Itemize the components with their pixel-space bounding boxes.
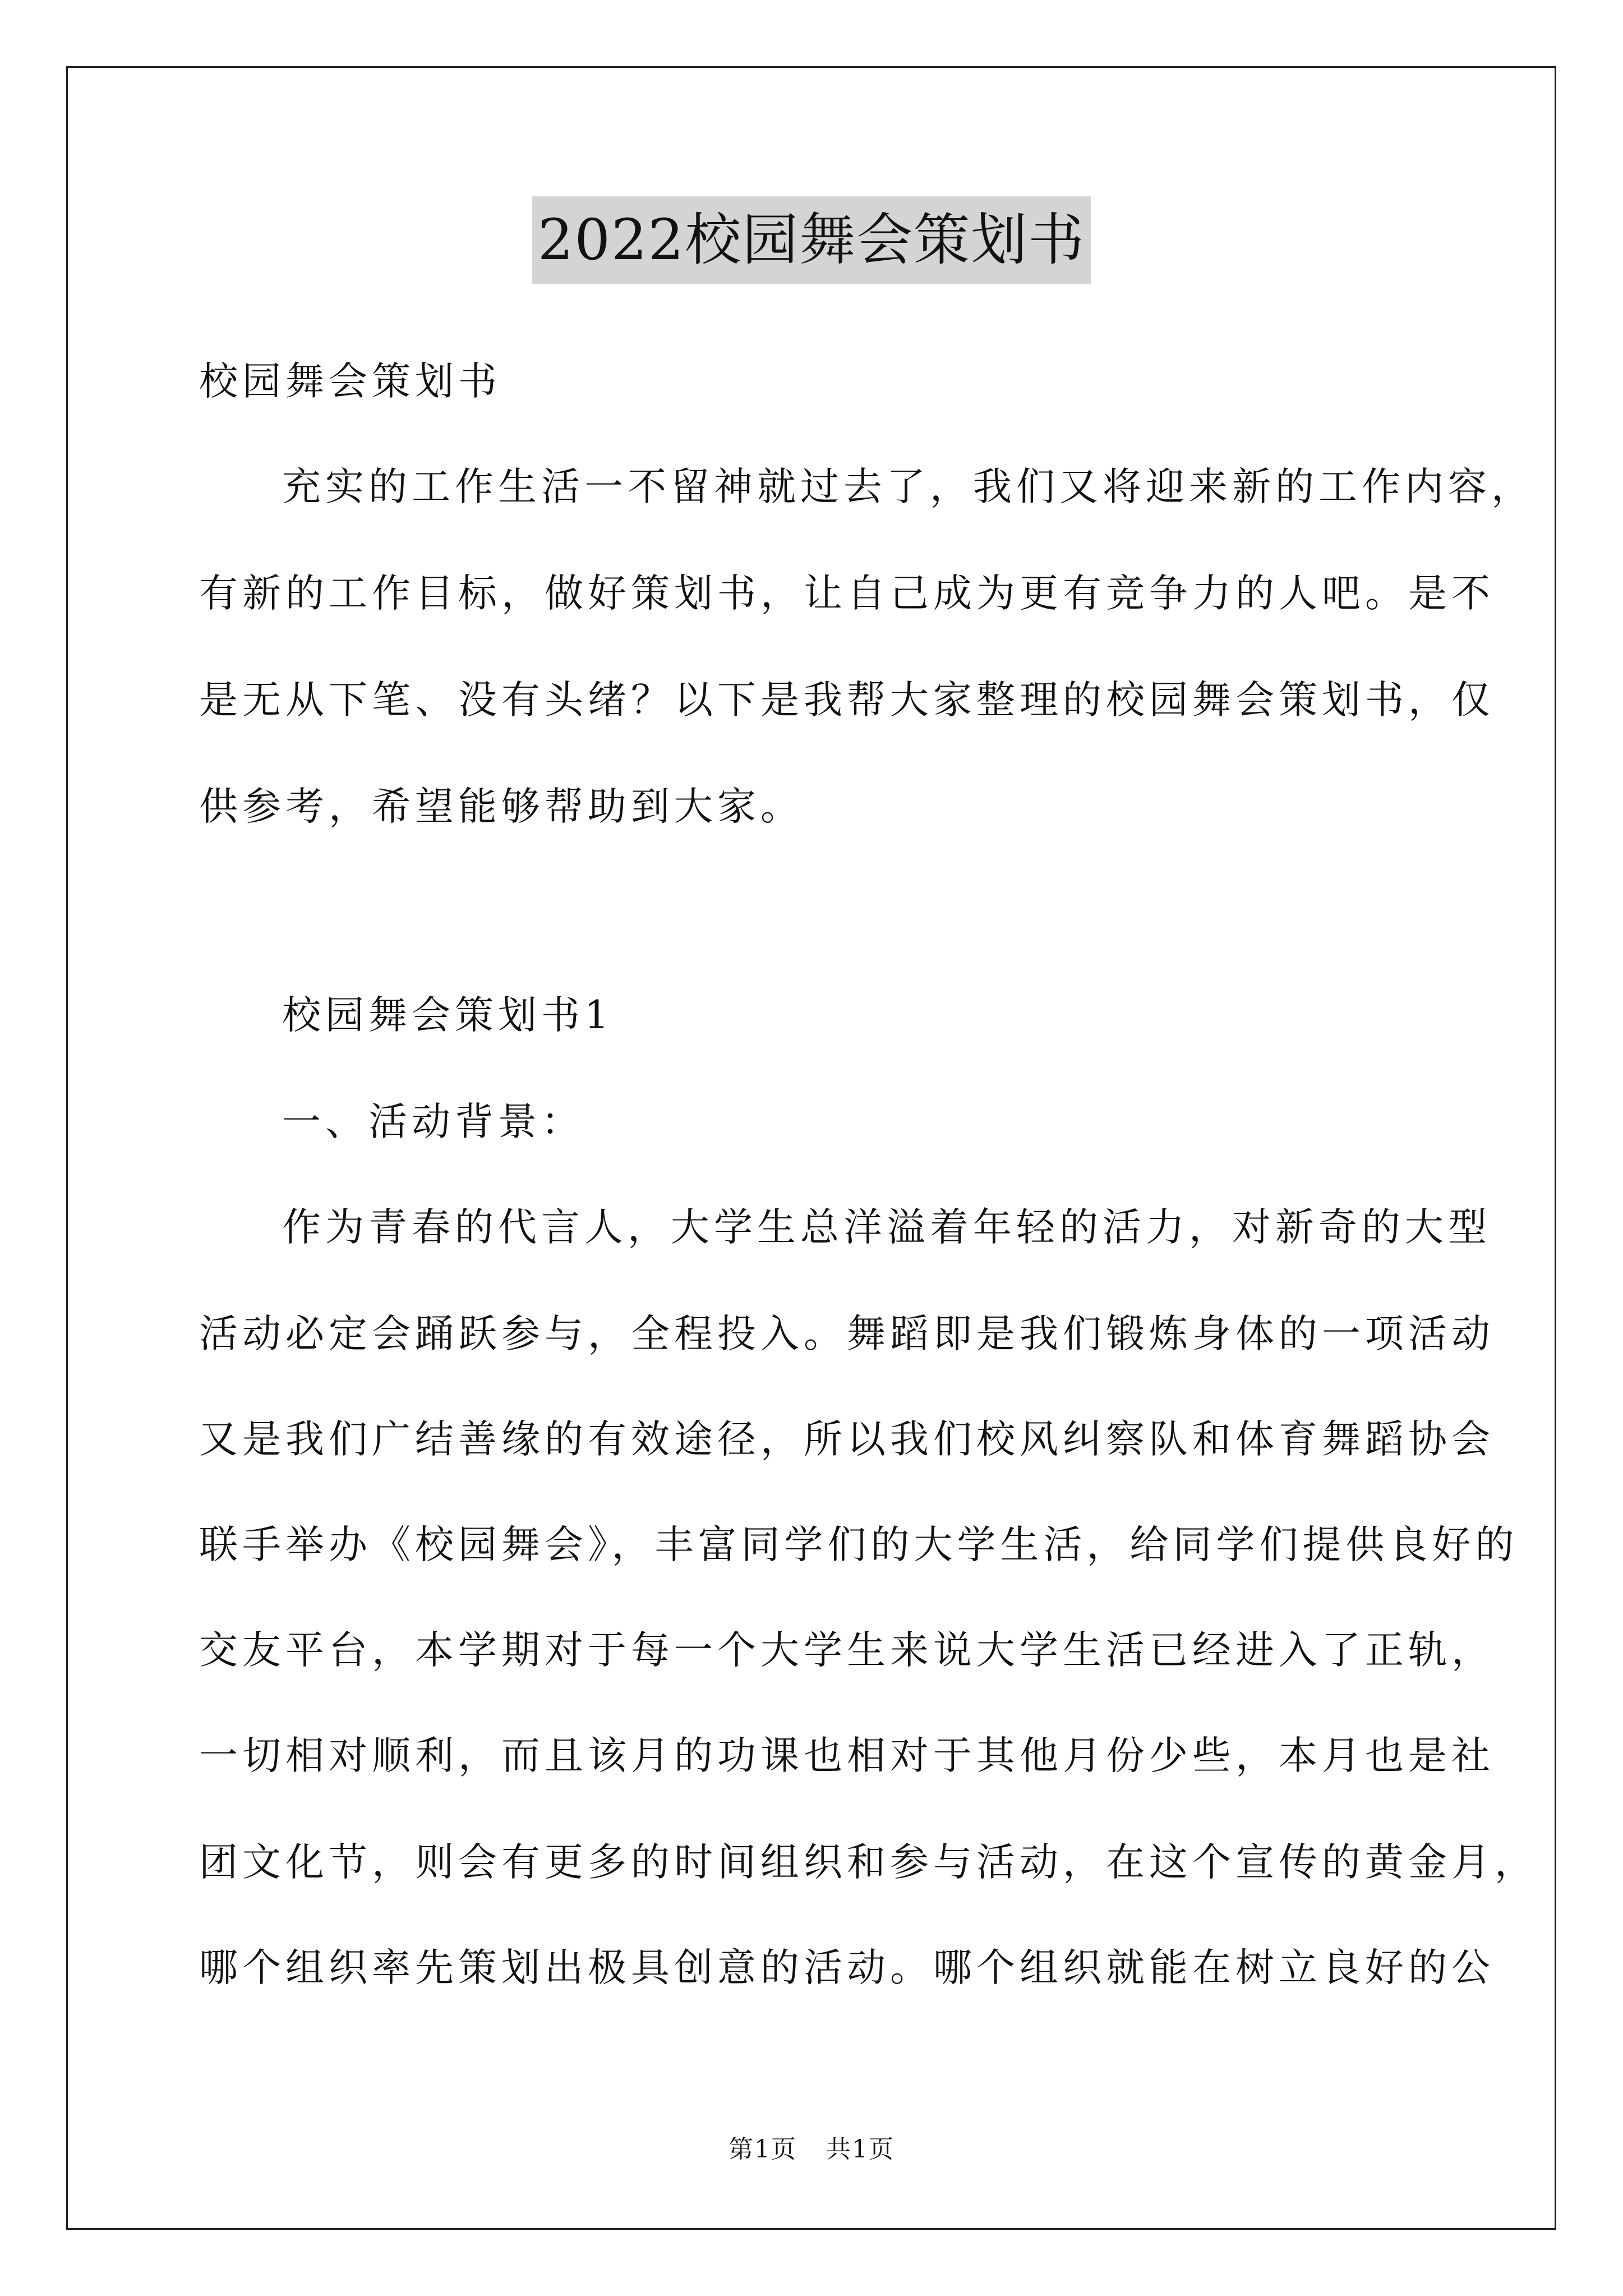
- page-number-current: 第1页: [728, 2135, 797, 2164]
- body-line: 又是我们广结善缘的有效途径，所以我们校风纠察队和体育舞蹈协会: [199, 1417, 1495, 1462]
- page-number-total: 共1页: [826, 2135, 895, 2164]
- subsection-heading: 一、活动背景：: [282, 1099, 584, 1144]
- document-title: 2022校园舞会策划书: [532, 196, 1091, 284]
- body-line: 一切相对顺利，而且该月的功课也相对于其他月份少些，本月也是社: [199, 1733, 1495, 1778]
- subtitle: 校园舞会策划书: [199, 359, 501, 404]
- body-line: 哪个组织率先策划出极具创意的活动。哪个组织就能在树立良好的公: [199, 1945, 1495, 1990]
- body-line: 联手举办《校园舞会》，丰富同学们的大学生活，给同学们提供良好的: [199, 1522, 1519, 1567]
- body-line: 团文化节，则会有更多的时间组织和参与活动，在这个宣传的黄金月，: [199, 1840, 1538, 1885]
- body-line: 交友平台，本学期对于每一个大学生来说大学生活已经进入了正轨，: [199, 1628, 1495, 1673]
- page-footer: [0, 2129, 1623, 2165]
- intro-line: 供参考，希望能够帮助到大家。: [199, 784, 804, 829]
- section-heading: 校园舞会策划书1: [282, 993, 614, 1038]
- title-container: [0, 196, 1623, 284]
- intro-line: 是无从下笔、没有头绪？以下是我帮大家整理的校园舞会策划书，仅: [199, 678, 1495, 723]
- body-line: 作为青春的代言人，大学生总洋溢着年轻的活力，对新奇的大型: [282, 1205, 1491, 1250]
- intro-line: 充实的工作生活一不留神就过去了，我们又将迎来新的工作内容，: [282, 464, 1534, 509]
- intro-line: 有新的工作目标，做好策划书，让自己成为更有竞争力的人吧。是不: [199, 571, 1495, 616]
- body-line: 活动必定会踊跃参与，全程投入。舞蹈即是我们锻炼身体的一项活动: [199, 1312, 1495, 1356]
